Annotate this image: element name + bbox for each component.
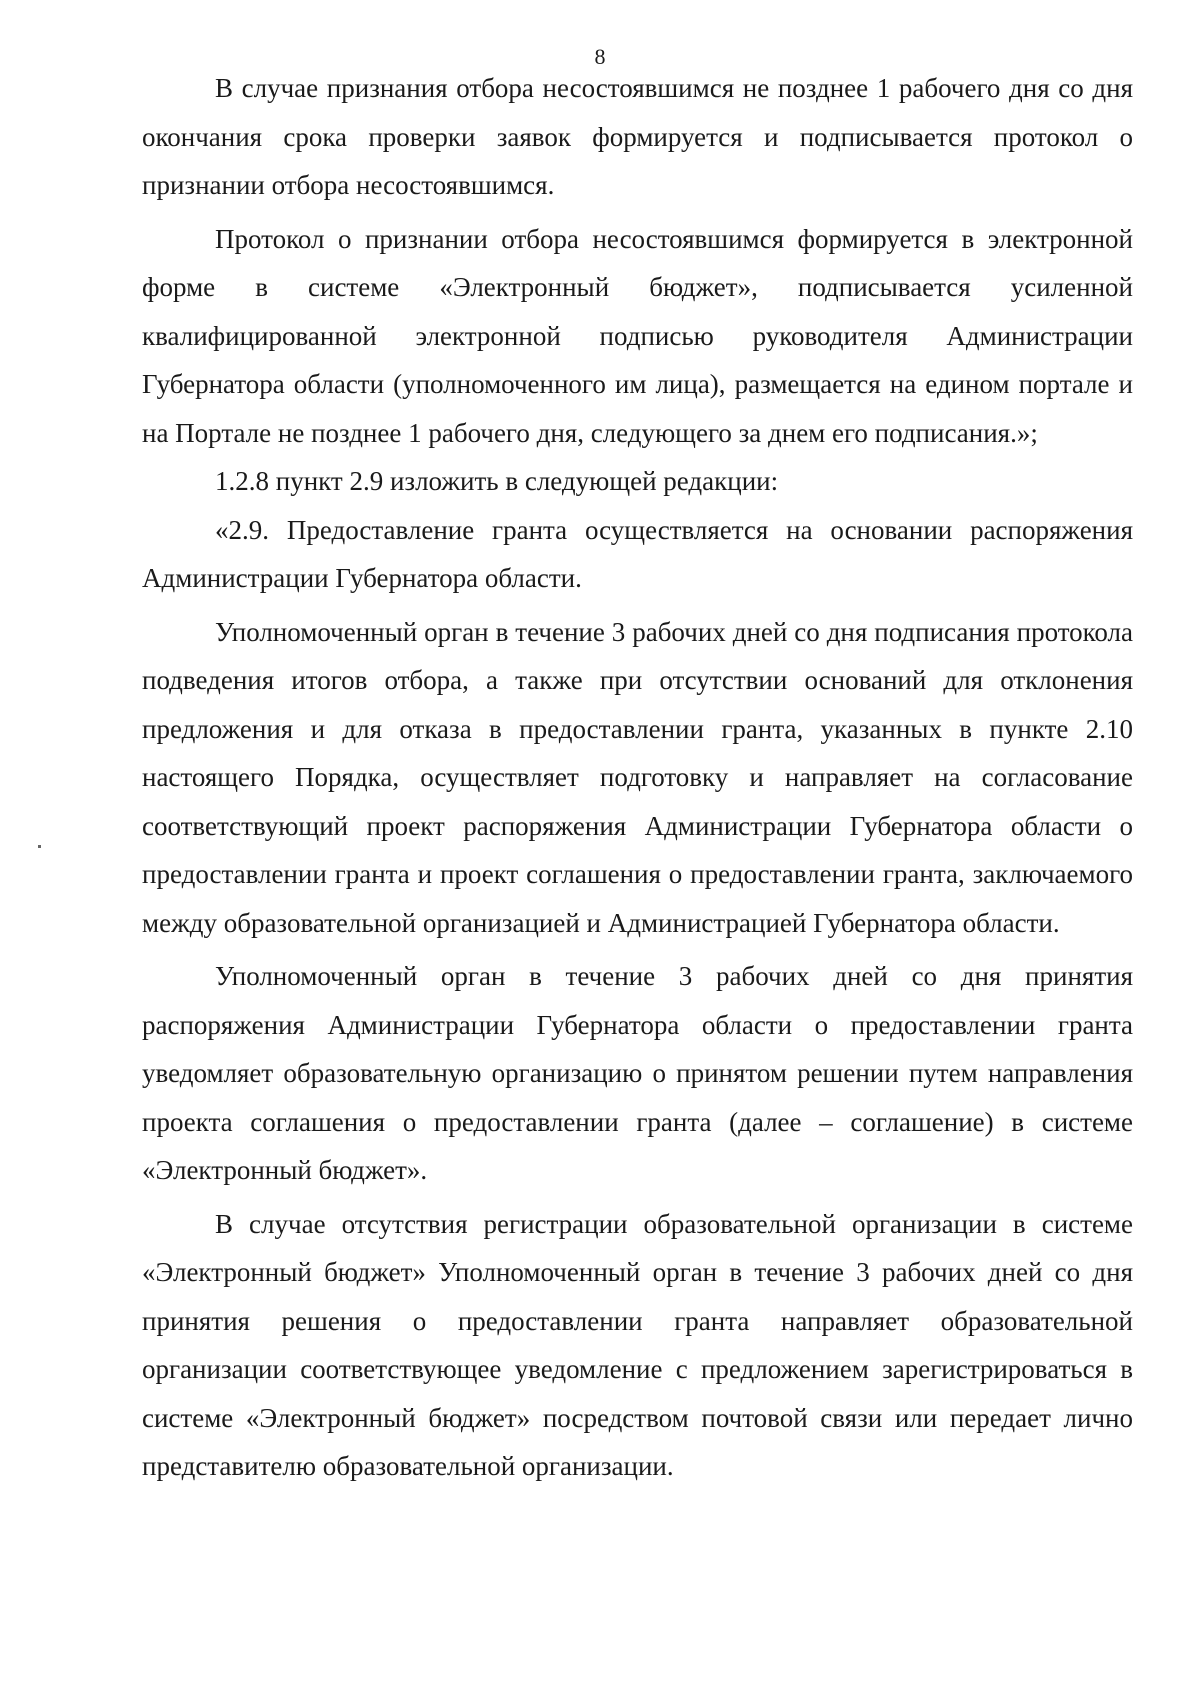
paragraph: «2.9. Предоставление гранта осуществляется на основании распоряжения Администрации Губернатора области. (142, 514, 1133, 593)
paragraph: Уполномоченный орган в течение 3 рабочих дней со дня принятия распоряжения Администрации Губернатора области о предоставлении гранта уведомляет образовательную организацию о принятом решении путем направления проекта соглашения о предоставлении гранта (далее – соглашение) в системе «Электронный бюджет». (142, 961, 1133, 1185)
document-body (142, 64, 1133, 1491)
paragraph: Уполномоченный орган в течение 3 рабочих дней со дня подписания протокола подведения итогов отбора, а также при отсутствии оснований для отклонения предложения и для отказа в предоставлении гранта, указанных в пункте 2.10 настоящего Порядка, осуществляет подготовку и направляет на согласование соответствующий проект распоряжения Администрации Губернатора области о предоставлении гранта и проект соглашения о предоставлении гранта, заключаемого между образовательной организацией и Администрацией Губернатора области. (142, 616, 1133, 938)
paragraph: 1.2.8 пункт 2.9 изложить в следующей редакции: (215, 466, 779, 496)
paragraph: В случае отсутствия регистрации образовательной организации в системе «Электронный бюджет» Уполномоченный орган в течение 3 рабочих дней со дня принятия решения о предоставлении гранта направляет образовательной организации соответствующее уведомление с предложением зарегистрироваться в системе «Электронный бюджет» посредством почтовой связи или передает лично представителю образовательной организации. (142, 1208, 1133, 1481)
paragraph: В случае признания отбора несостоявшимся не позднее 1 рабочего дня со дня окончания срока проверки заявок формируется и подписывается протокол о признании отбора несостоявшимся. (142, 73, 1133, 200)
scan-speck (38, 845, 41, 848)
page-number: 8 (594, 44, 606, 69)
paragraph: Протокол о признании отбора несостоявшимся формируется в электронной форме в системе «Электронный бюджет», подписывается усиленной квалифицированной электронной подписью руководителя Администрации Губернатора области (уполномоченного им лица), размещается на едином портале и на Портале не позднее 1 рабочего дня, следующего за днем его подписания.»; (142, 223, 1133, 448)
